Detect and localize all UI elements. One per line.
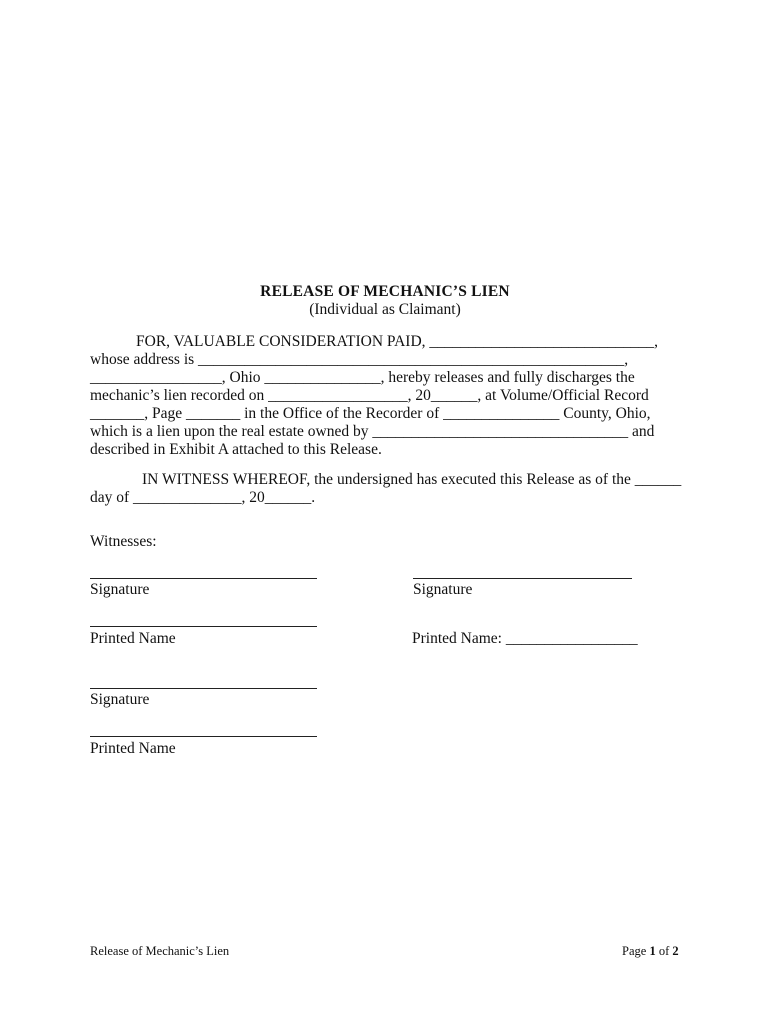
body-line-3: _________________, Ohio _______________, hereby releases and fully discharges the <box>90 369 635 386</box>
body-line-7: described in Exhibit A attached to this Release. <box>90 441 382 458</box>
printed-name-line <box>90 736 317 737</box>
signature-label: Signature <box>90 691 150 708</box>
document-subtitle: (Individual as Claimant) <box>309 301 461 318</box>
printed-name-label: Printed Name <box>90 740 176 757</box>
body-line-4: mechanic’s lien recorded on __________________, 20______, at Volume/Official Record <box>90 387 649 404</box>
page-current: 1 <box>649 944 656 958</box>
signature-label: Signature <box>413 581 473 598</box>
body-line-2: whose address is _______________________________________________________, <box>90 351 629 368</box>
printed-name-label: Printed Name <box>90 630 176 647</box>
body-line-1: FOR, VALUABLE CONSIDERATION PAID, _____________________________, <box>136 333 659 350</box>
printed-name-line <box>90 626 317 627</box>
page-number <box>622 944 679 959</box>
footer-title: Release of Mechanic’s Lien <box>90 944 230 958</box>
page-prefix: Page <box>622 944 650 958</box>
signature-line <box>413 578 632 579</box>
witness-line-1: IN WITNESS WHEREOF, the undersigned has executed this Release as of the ______ <box>142 471 682 488</box>
page-total: 2 <box>672 944 679 958</box>
page-of: of <box>655 944 673 958</box>
body-line-6: which is a lien upon the real estate owned by _________________________________ and <box>90 423 655 440</box>
witnesses-label: Witnesses: <box>90 533 157 550</box>
signature-label: Signature <box>90 581 150 598</box>
signature-line <box>90 688 317 689</box>
printed-name-colon-label: Printed Name: _________________ <box>412 630 638 647</box>
body-line-5: _______, Page _______ in the Office of the Recorder of _______________ County, Ohio, <box>90 405 651 422</box>
witness-line-2: day of ______________, 20______. <box>90 489 316 506</box>
document-title: RELEASE OF MECHANIC’S LIEN <box>260 283 510 300</box>
signature-line <box>90 578 317 579</box>
